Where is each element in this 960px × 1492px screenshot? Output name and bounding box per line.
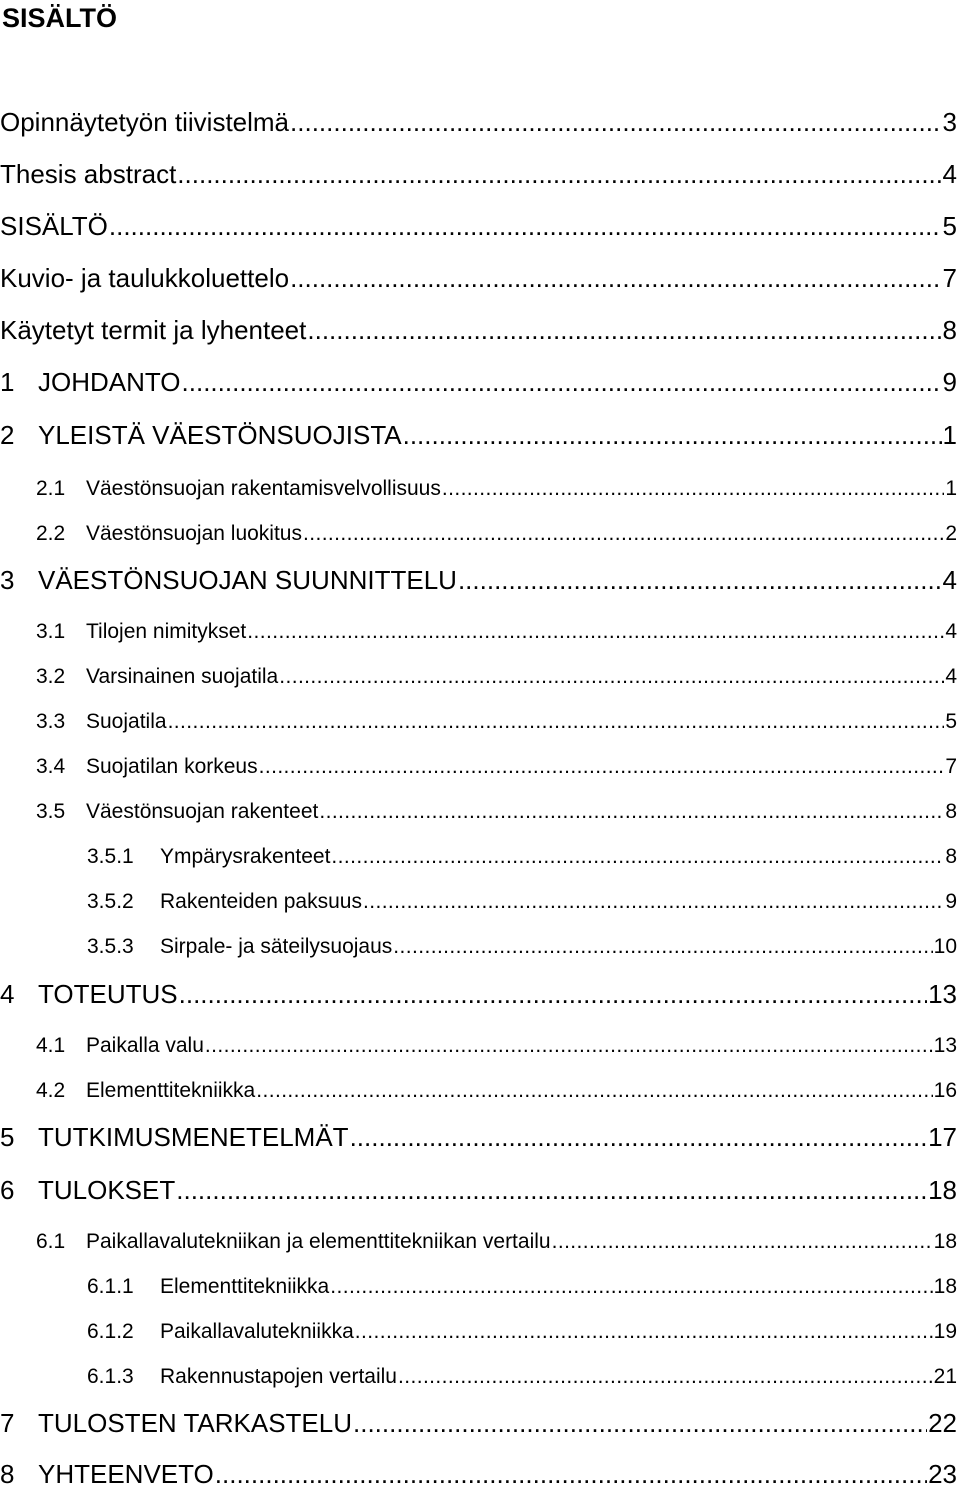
- toc-entry-4-2[interactable]: [0, 1079, 957, 1103]
- toc-dot-leader: [247, 620, 944, 644]
- toc-entry-7[interactable]: [0, 1408, 957, 1439]
- toc-entry-8[interactable]: [0, 1459, 957, 1490]
- toc-entry-6-1[interactable]: [0, 1230, 957, 1254]
- toc-dot-leader: [290, 107, 942, 138]
- toc-dot-leader: [205, 1034, 933, 1058]
- toc-entry-page: 18: [933, 1230, 957, 1253]
- toc-entry-3-5-2[interactable]: [0, 890, 957, 914]
- toc-entry-6-1-3[interactable]: [0, 1365, 957, 1389]
- toc-dot-leader: [215, 1459, 927, 1490]
- toc-entry-kuvioluettelo[interactable]: [0, 263, 957, 294]
- toc-entry-number: 3.5.2: [87, 890, 134, 913]
- toc-entry-4[interactable]: [0, 979, 957, 1010]
- toc-entry-6-1-2[interactable]: [0, 1320, 957, 1344]
- toc-dot-leader: [353, 1408, 927, 1439]
- toc-entry-label: Sirpale- ja säteilysuojaus: [160, 935, 393, 958]
- toc-dot-leader: [331, 845, 944, 869]
- toc-dot-leader: [109, 211, 942, 242]
- toc-entry-abstract[interactable]: [0, 159, 957, 190]
- toc-entry-sisalto[interactable]: [0, 211, 957, 242]
- toc-entry-number: 6.1.3: [87, 1365, 134, 1388]
- toc-entry-page: 7: [942, 263, 957, 293]
- toc-entry-page: 13: [933, 1034, 957, 1057]
- toc-entry-number: 4.1: [36, 1034, 66, 1057]
- toc-dot-leader: [182, 367, 942, 398]
- toc-entry-page: 2: [945, 522, 957, 545]
- toc-entry-page: 17: [928, 1122, 957, 1152]
- toc-dot-leader: [552, 1230, 933, 1254]
- toc-entry-page: 1: [945, 477, 957, 500]
- toc-entry-5[interactable]: [0, 1122, 957, 1153]
- toc-entry-page: 8: [942, 315, 957, 345]
- toc-entry-number: 6.1.2: [87, 1320, 134, 1343]
- toc-entry-page: 10: [933, 935, 957, 958]
- toc-entry-number: 4: [0, 979, 15, 1009]
- toc-dot-leader: [179, 979, 927, 1010]
- toc-entry-number: 3.1: [36, 620, 66, 643]
- toc-entry-label: TUTKIMUSMENETELMÄT: [38, 1122, 349, 1152]
- toc-entry-label: JOHDANTO: [38, 367, 181, 397]
- toc-entry-label: Thesis abstract: [0, 159, 177, 189]
- toc-entry-label: TOTEUTUS: [38, 979, 178, 1009]
- toc-entry-3-5-3[interactable]: [0, 935, 957, 959]
- toc-entry-2-1[interactable]: [0, 477, 957, 501]
- toc-dot-leader: [256, 1079, 932, 1103]
- toc-dot-leader: [330, 1275, 932, 1299]
- toc-entry-page: 4: [942, 565, 957, 595]
- toc-entry-label: Kuvio- ja taulukkoluettelo: [0, 263, 290, 293]
- toc-entry-label: Ympärysrakenteet: [160, 845, 331, 868]
- toc-dot-leader: [403, 420, 942, 451]
- toc-entry-3-5-1[interactable]: [0, 845, 957, 869]
- toc-entry-3-5[interactable]: [0, 800, 957, 824]
- toc-entry-3-3[interactable]: [0, 710, 957, 734]
- toc-dot-leader: [458, 565, 942, 596]
- toc-entry-label: Varsinainen suojatila: [86, 665, 279, 688]
- toc-entry-number: 8: [0, 1459, 15, 1489]
- toc-entry-number: 3.5.3: [87, 935, 134, 958]
- toc-entry-number: 3.5.1: [87, 845, 134, 868]
- toc-dot-leader: [177, 159, 941, 190]
- toc-entry-3[interactable]: [0, 565, 957, 596]
- toc-entry-label: Paikallavalutekniikan ja elementtitekniikan vertailu: [86, 1230, 551, 1253]
- toc-entry-label: SISÄLTÖ: [0, 211, 108, 241]
- toc-entry-number: 2: [0, 420, 15, 450]
- toc-entry-label: YHTEENVETO: [38, 1459, 214, 1489]
- toc-entry-label: Opinnäytetyön tiivistelmä: [0, 107, 290, 137]
- toc-entry-3-4[interactable]: [0, 755, 957, 779]
- toc-entry-number: 4.2: [36, 1079, 66, 1102]
- toc-entry-label: Rakenteiden paksuus: [160, 890, 362, 913]
- toc-entry-page: 5: [942, 211, 957, 241]
- toc-entry-page: 16: [933, 1079, 957, 1102]
- toc-entry-page: 21: [933, 1365, 957, 1388]
- toc-entry-label: TULOSTEN TARKASTELU: [38, 1408, 352, 1438]
- toc-entry-page: 9: [942, 367, 957, 397]
- toc-entry-number: 6.1.1: [87, 1275, 134, 1298]
- toc-entry-page: 19: [933, 1320, 957, 1343]
- toc-entry-number: 3: [0, 565, 15, 595]
- toc-dot-leader: [168, 710, 945, 734]
- toc-entry-page: 4: [942, 159, 957, 189]
- toc-entry-page: 5: [945, 710, 957, 733]
- toc-entry-label: Rakennustapojen vertailu: [160, 1365, 397, 1388]
- toc-entry-page: 9: [945, 890, 957, 913]
- toc-entry-number: 2.2: [36, 522, 66, 545]
- toc-entry-number: 3.3: [36, 710, 66, 733]
- toc-entry-number: 6.1: [36, 1230, 66, 1253]
- toc-entry-2-2[interactable]: [0, 522, 957, 546]
- toc-entry-6-1-1[interactable]: [0, 1275, 957, 1299]
- toc-entry-page: 8: [945, 800, 957, 823]
- toc-entry-number: 6: [0, 1175, 15, 1205]
- toc-entry-number: 3.4: [36, 755, 66, 778]
- toc-entry-1[interactable]: [0, 367, 957, 398]
- toc-entry-3-1[interactable]: [0, 620, 957, 644]
- toc-entry-label: Väestönsuojan luokitus: [86, 522, 302, 545]
- toc-entry-page: 18: [928, 1175, 957, 1205]
- toc-entry-page: 22: [928, 1408, 957, 1438]
- toc-entry-page: 1: [942, 420, 957, 450]
- toc-entry-label: Elementtitekniikka: [86, 1079, 256, 1102]
- toc-entry-label: Elementtitekniikka: [160, 1275, 330, 1298]
- toc-entry-page: 8: [945, 845, 957, 868]
- toc-entry-page: 4: [945, 665, 957, 688]
- toc-dot-leader: [307, 315, 941, 346]
- toc-dot-leader: [350, 1122, 928, 1153]
- toc-dot-leader: [393, 935, 932, 959]
- toc-entry-page: 18: [933, 1275, 957, 1298]
- toc-entry-page: 13: [928, 979, 957, 1009]
- toc-entry-page: 3: [942, 107, 957, 137]
- toc-entry-label: Suojatilan korkeus: [86, 755, 258, 778]
- toc-entry-label: Paikallavalutekniikka: [160, 1320, 354, 1343]
- toc-entry-label: TULOKSET: [38, 1175, 176, 1205]
- toc-dot-leader: [398, 1365, 933, 1389]
- toc-entry-2[interactable]: [0, 420, 957, 451]
- toc-entry-label: Käytetyt termit ja lyhenteet: [0, 315, 307, 345]
- toc-entry-tiivistelma[interactable]: [0, 107, 957, 138]
- toc-entry-number: 7: [0, 1408, 15, 1438]
- toc-entry-label: Tilojen nimitykset: [86, 620, 247, 643]
- toc-entry-number: 3.5: [36, 800, 66, 823]
- toc-entry-number: 5: [0, 1122, 15, 1152]
- toc-entry-number: 1: [0, 367, 15, 397]
- toc-dot-leader: [442, 477, 944, 501]
- toc-entry-6[interactable]: [0, 1175, 957, 1206]
- toc-dot-leader: [303, 522, 944, 546]
- toc-entry-label: YLEISTÄ VÄESTÖNSUOJISTA: [38, 420, 402, 450]
- toc-entry-page: 4: [945, 620, 957, 643]
- toc-entry-label: Väestönsuojan rakentamisvelvollisuus: [86, 477, 441, 500]
- toc-entry-label: VÄESTÖNSUOJAN SUUNNITTELU: [38, 565, 457, 595]
- toc-dot-leader: [290, 263, 941, 294]
- toc-dot-leader: [319, 800, 944, 824]
- toc-dot-leader: [363, 890, 944, 914]
- toc-entry-label: Suojatila: [86, 710, 167, 733]
- toc-entry-termit[interactable]: [0, 315, 957, 346]
- toc-entry-number: 3.2: [36, 665, 66, 688]
- toc-entry-4-1[interactable]: [0, 1034, 957, 1058]
- toc-entry-page: 23: [928, 1459, 957, 1489]
- toc-entry-page: 7: [945, 755, 957, 778]
- page-title: SISÄLTÖ: [2, 3, 118, 33]
- toc-entry-number: 2.1: [36, 477, 66, 500]
- toc-entry-label: Väestönsuojan rakenteet: [86, 800, 319, 823]
- toc-dot-leader: [259, 755, 945, 779]
- toc-entry-3-2[interactable]: [0, 665, 957, 689]
- toc-dot-leader: [176, 1175, 927, 1206]
- toc-dot-leader: [355, 1320, 933, 1344]
- toc-entry-label: Paikalla valu: [86, 1034, 204, 1057]
- toc-dot-leader: [279, 665, 944, 689]
